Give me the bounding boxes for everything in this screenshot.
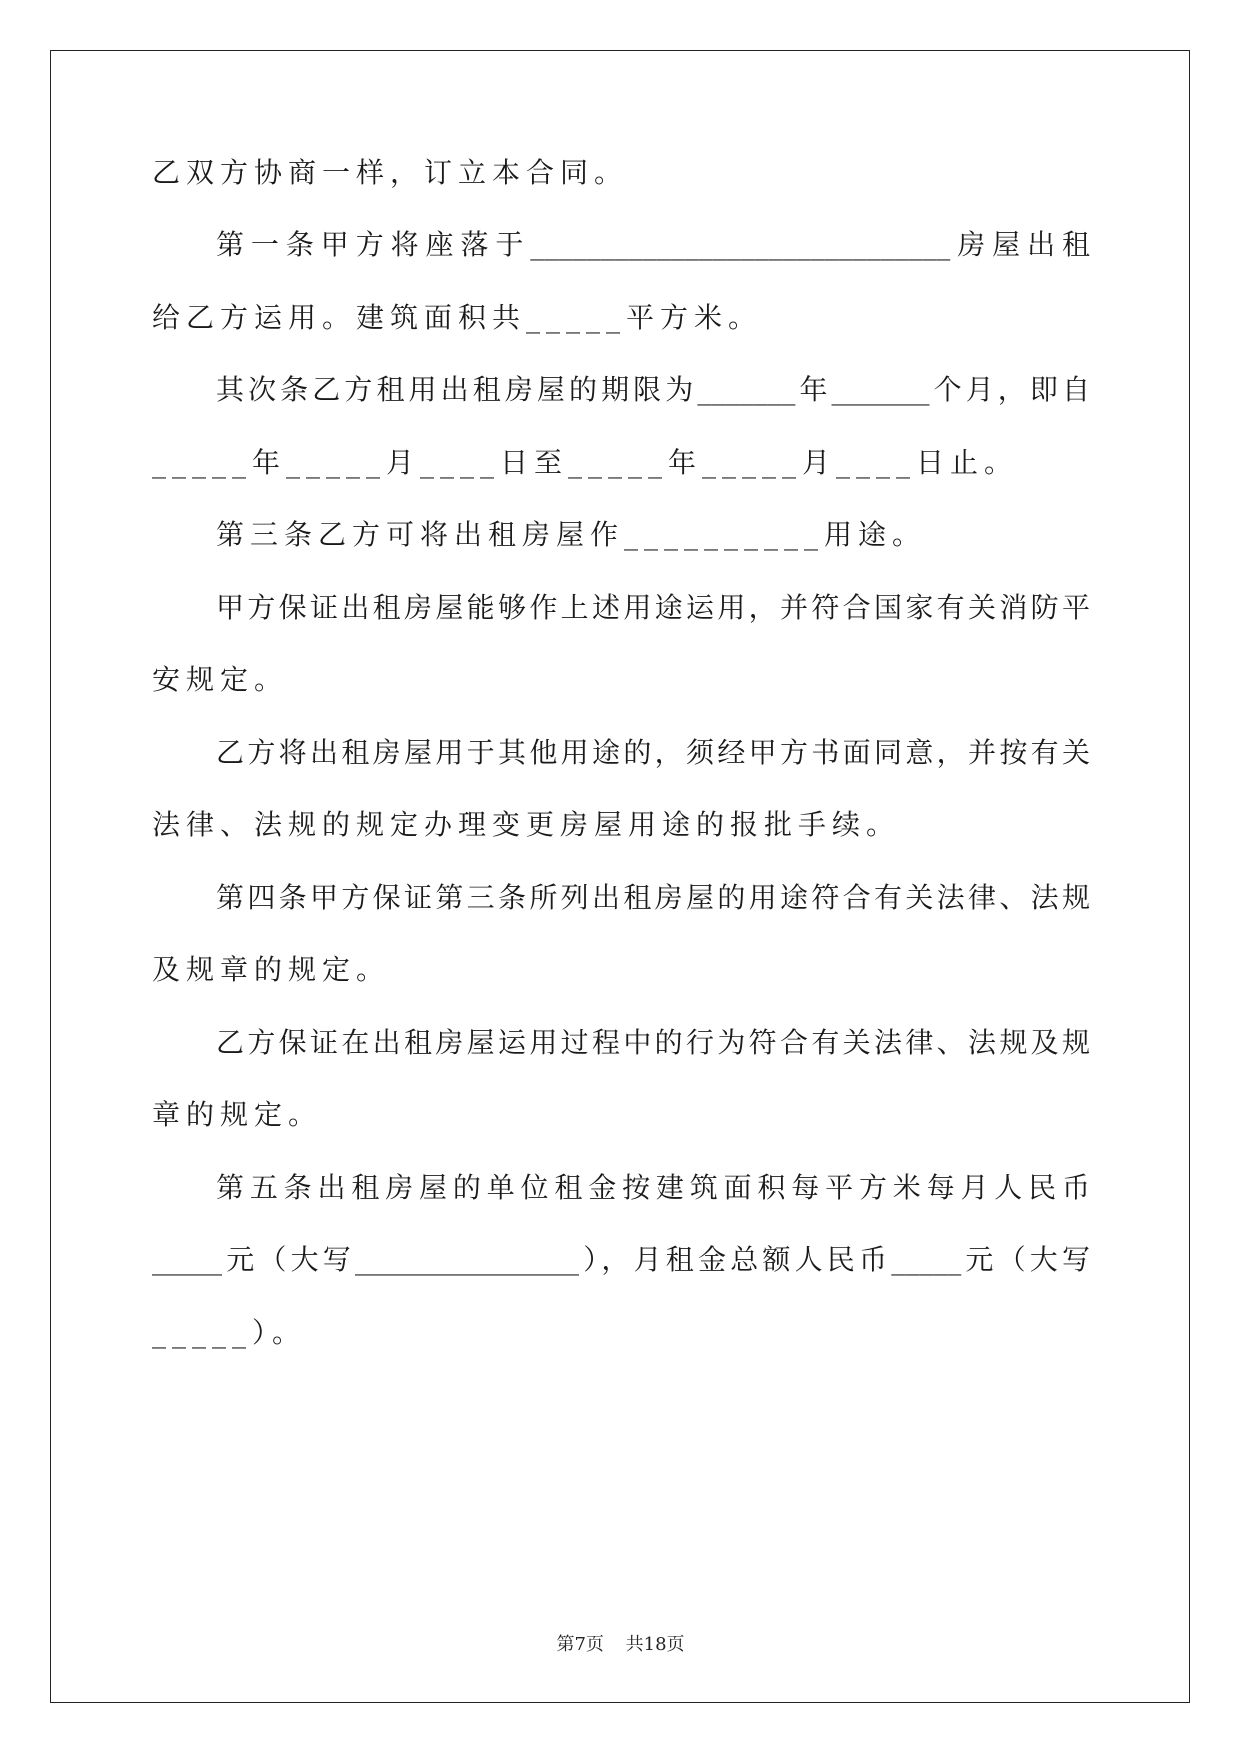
text-line-2: 第一条甲方将座落于______________________________房屋出租 [216, 228, 1090, 261]
text-line-7: 甲方保证出租房屋能够作上述用途运用，并符合国家有关消防平 [216, 591, 1090, 624]
text-line-15: 第五条出租房屋的单位租金按建筑面积每平方米每月人民币 [216, 1171, 1090, 1204]
text-line-9: 乙方将出租房屋用于其他用途的，须经甲方书面同意，并按有关 [216, 736, 1090, 769]
text-line-10: 法律、法规的规定办理变更房屋用途的报批手续。 [152, 808, 901, 841]
page-number-total: 共18页 [625, 1634, 685, 1655]
page-footer [0, 1633, 1241, 1657]
text-line-11: 第四条甲方保证第三条所列出租房屋的用途符合有关法律、法规 [216, 881, 1090, 914]
text-line-3: 给乙方运用。建筑面积共_____平方米。 [152, 301, 763, 334]
text-line-13: 乙方保证在出租房屋运用过程中的行为符合有关法律、法规及规 [216, 1026, 1090, 1059]
text-line-4: 其次条乙方租用出租房屋的期限为_______年_______个月，即自 [216, 373, 1090, 406]
text-line-8: 安规定。 [152, 663, 289, 696]
text-line-1: 乙双方协商一样，订立本合同。 [152, 156, 629, 189]
text-line-12: 及规章的规定。 [152, 953, 391, 986]
page-number-current: 第7页 [556, 1634, 604, 1655]
text-line-5: _____年_____月____日至_____年_____月____日止。 [152, 446, 1019, 479]
text-line-16: _____元（大写________________），月租金总额人民币_____元（大写 [152, 1243, 1090, 1276]
text-line-17: _____）。 [152, 1316, 307, 1349]
text-line-14: 章的规定。 [152, 1098, 323, 1131]
text-line-6: 第三条乙方可将出租房屋作__________用途。 [216, 518, 927, 551]
